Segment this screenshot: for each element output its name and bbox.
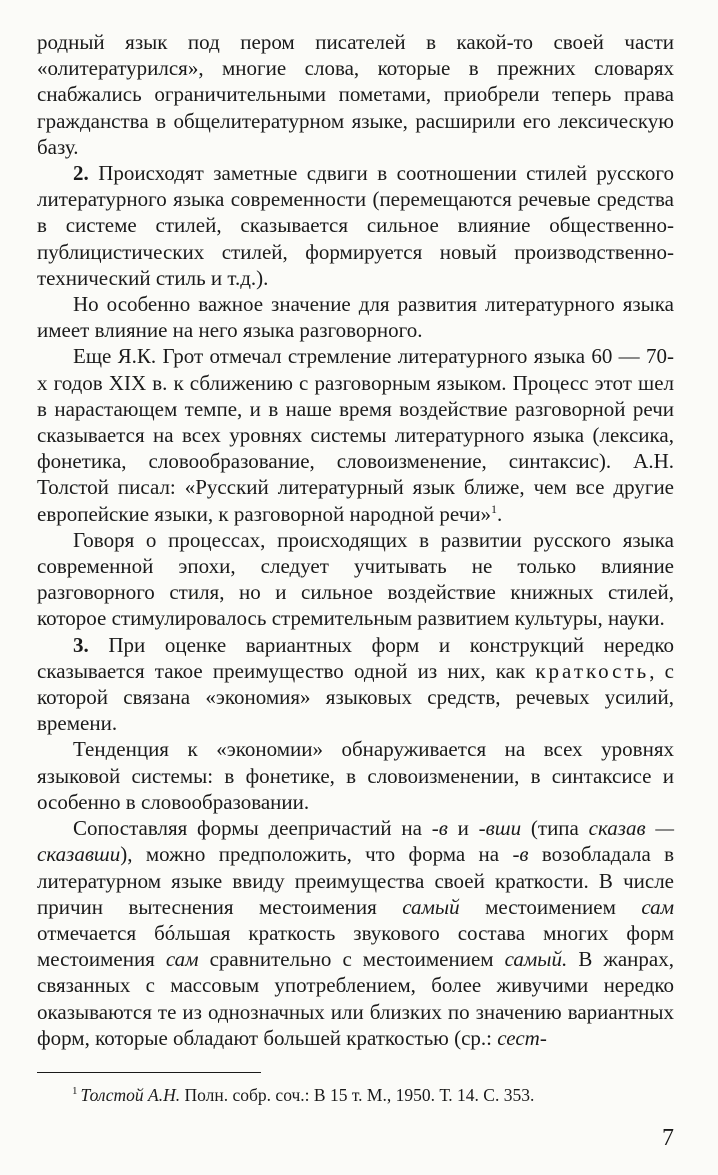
main-text <box>37 29 674 1051</box>
paragraph-grot <box>37 343 674 526</box>
paragraph-text: родный язык под пером писателей в какой-то своей части «олитературился», многие слова, которые в прежних словарях снабжались ограничительными пометами, приобрели теперь права гражданства в общелитературном языке, расширили его лексическую базу. <box>37 30 674 159</box>
paragraph-text: Еще Я.К. Грот отмечал стремление литературного языка 60 — 70-х годов XIX в. к сближению с разговорным языком. Процесс этот шел в нарастающем темпе, и в наше время воздействие разговорной речи сказывается на всех уровнях системы литературного языка (лексика, фонетика, словообразование, словоизменение, синтаксис). А.Н. Толстой писал: «Русский литературный язык ближе, чем все другие европейские языки, к разговорной народной речи» <box>37 344 674 526</box>
text-run: ), можно предположить, что форма на <box>120 842 513 867</box>
text-run: отмечается бóльшая краткость звукового состава многих форм местоимения <box>37 920 674 972</box>
italic-term: -в <box>512 842 529 867</box>
text-run: (типа <box>521 816 589 841</box>
paragraph-point-3 <box>37 632 674 737</box>
italic-term: самый. <box>504 947 568 972</box>
text-run: В жанрах, связанных с массовым употреблением, более живучими нередко оказываются те из однозначных или близких по значению вариантных форм, которые обладают большей краткостью (ср.: <box>37 947 674 1050</box>
text-run: возобладала в литературном языке ввиду преимущества своей краткости. В числе причин вытеснения местоимения <box>37 842 675 919</box>
text-run: местоимением <box>459 894 642 919</box>
italic-term: сам <box>641 894 674 919</box>
paragraph-text: При оценке вариантных форм и конструкций нередко сказывается такое преимущество одной из них, как <box>37 632 674 683</box>
footnote-divider <box>37 1072 261 1073</box>
paragraph-bookish-styles <box>37 527 674 632</box>
footnote-text: Полн. собр. соч.: В 15 т. М., 1950. Т. 14. С. 353. <box>180 1085 535 1105</box>
text-run: Сопоставляя формы деепричастий на <box>73 816 432 841</box>
footnote-reference: 1 <box>491 501 497 516</box>
paragraph-text: Тенденция к «экономии» обнаруживается на всех уровнях языковой системы: в фонетике, в словоизменении, в синтаксисе и особенно в словообразовании. <box>37 737 674 814</box>
emphasized-term: краткость <box>535 658 650 683</box>
footnote-author: Толстой А.Н. <box>80 1085 181 1105</box>
paragraph-gerund-forms <box>37 815 674 1051</box>
paragraph-economy-tendency <box>37 736 674 815</box>
italic-term: -в <box>431 816 448 841</box>
footnote <box>72 1084 672 1106</box>
paragraph-text: Говоря о процессах, происходящих в развитии русского языка современной эпохи, следует учитывать не только влияние разговорного стиля, но и сильное воздействие книжных стилей, которое стимулировалось стремительным развитием культуры, науки. <box>37 527 674 631</box>
paragraph-point-2 <box>37 160 674 291</box>
point-number: 3. <box>73 632 89 657</box>
italic-term: самый <box>402 894 460 919</box>
point-number: 2. <box>73 161 89 186</box>
paragraph-text: , с которой связана «экономия» языковых средств, речевых усилий, времени. <box>37 658 674 736</box>
italic-term: сказав — сказавши <box>37 816 675 867</box>
paragraph-text: Но особенно важное значение для развития литературного языка имеет влияние на него языка разговорного. <box>37 292 674 343</box>
footnote-mark: 1 <box>72 1085 78 1098</box>
paragraph-colloquial-influence <box>37 291 674 343</box>
italic-term: -вши <box>478 816 522 841</box>
paragraph-text: Происходят заметные сдвиги в соотношении стилей русского литературного языка современности (перемещаются речевые средства в системе стилей, сказывается сильное влияние общественно-публицистических стилей, формируется новый производственно-технический стиль и т.д.). <box>37 161 674 290</box>
text-run: сравнительно с местоимением <box>198 947 505 972</box>
paragraph-text-end: . <box>497 501 503 526</box>
paragraph-continuation <box>37 29 674 160</box>
text-run: и <box>447 816 479 841</box>
italic-term: сест- <box>497 1025 547 1050</box>
page-number: 7 <box>662 1125 674 1151</box>
italic-term: сам <box>165 947 199 972</box>
